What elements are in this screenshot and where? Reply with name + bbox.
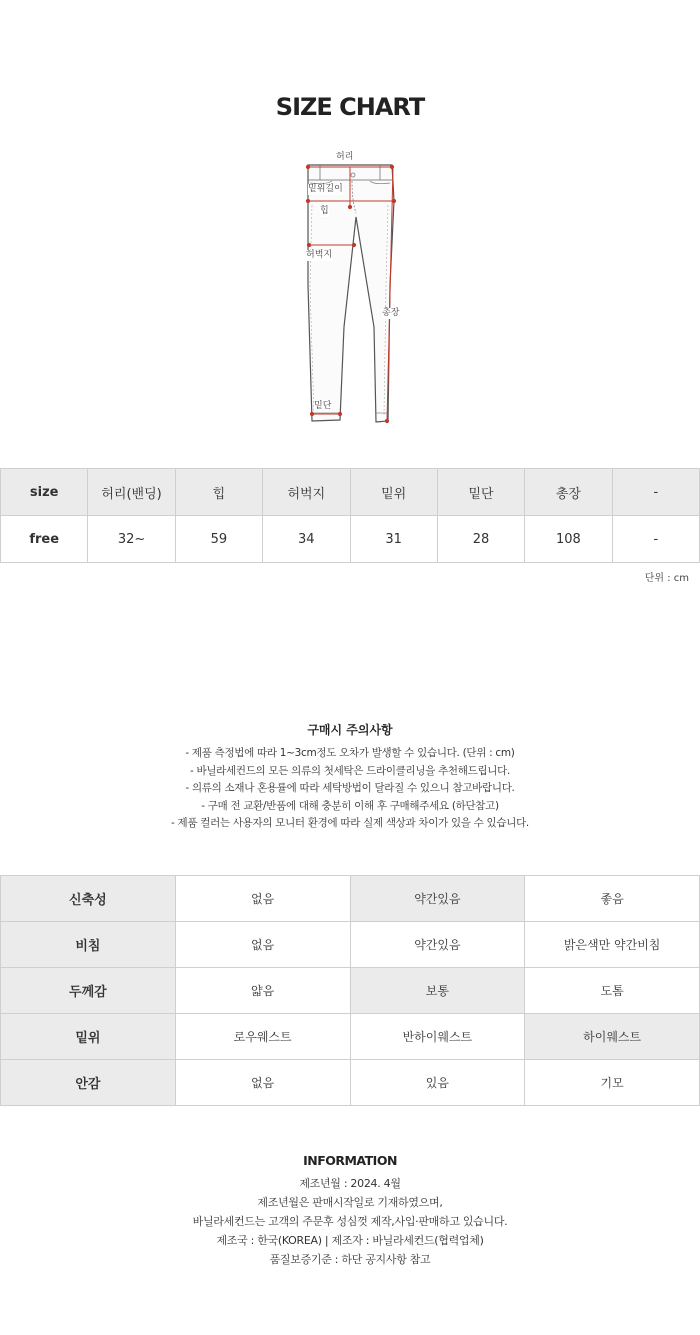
feature-label: 두께감 xyxy=(1,968,176,1014)
feature-option: 좋음 xyxy=(525,876,700,922)
label-waist: 허리 xyxy=(336,152,354,162)
size-table xyxy=(0,468,700,563)
information-line: 제조국 : 한국(KOREA) | 제조자 : 바닐라세컨드(협력업체) xyxy=(216,1234,484,1247)
label-length: 총장 xyxy=(382,308,400,318)
feature-option: 로우웨스트 xyxy=(175,1014,350,1060)
size-cell: - xyxy=(612,516,699,563)
feature-option: 없음 xyxy=(175,922,350,968)
size-cell: 59 xyxy=(175,516,262,563)
feature-label: 안감 xyxy=(1,1060,176,1106)
notice-title: 구매시 주의사항 xyxy=(307,723,393,737)
notice-line: - 제품 컬러는 사용자의 모니터 환경에 따라 실제 색상과 차이가 있을 수 있습니다. xyxy=(171,817,529,830)
size-cell: 32~ xyxy=(88,516,175,563)
size-cell: 28 xyxy=(437,516,524,563)
feature-label: 비침 xyxy=(1,922,176,968)
feature-option: 약간있음 xyxy=(350,922,525,968)
label-hem: 밑단 xyxy=(314,401,332,411)
feature-label: 신축성 xyxy=(1,876,176,922)
feature-option: 약간있음 xyxy=(350,876,525,922)
size-cell: 31 xyxy=(350,516,437,563)
information-title: INFORMATION xyxy=(303,1153,397,1168)
header-cell: 밑단 xyxy=(437,469,524,516)
label-hip: 힙 xyxy=(320,206,329,216)
feature-option: 없음 xyxy=(175,1060,350,1106)
notice-line: - 구매 전 교환/반품에 대해 충분히 이해 후 구매해주세요 (하단참고) xyxy=(201,799,499,812)
notice-line: - 바닐라세컨드의 모든 의류의 첫세탁은 드라이클리닝을 추천해드립니다. xyxy=(189,764,511,777)
notice-line: - 제품 측정법에 따라 1~3cm정도 오차가 발생할 수 있습니다. (단위 : cm) xyxy=(185,747,515,759)
feature-row xyxy=(1,876,700,922)
feature-option: 하이웨스트 xyxy=(525,1014,700,1060)
information-list xyxy=(0,1174,700,1269)
label-rise: 밑위길이 xyxy=(308,184,343,194)
header-cell: - xyxy=(612,469,699,516)
header-cell: 힙 xyxy=(175,469,262,516)
information-line: 품질보증기준 : 하단 공지사항 참고 xyxy=(269,1253,431,1266)
feature-option: 도톰 xyxy=(525,968,700,1014)
information-line: 제조년월 : 2024. 4월 xyxy=(299,1177,401,1190)
size-cell: free xyxy=(1,516,88,563)
table-row xyxy=(1,516,700,563)
notice-list xyxy=(0,745,700,833)
feature-option: 있음 xyxy=(350,1060,525,1106)
header-cell: size xyxy=(1,469,88,516)
size-cell: 34 xyxy=(263,516,350,563)
feature-row xyxy=(1,1060,700,1106)
notice-line: - 의류의 소재나 혼용률에 따라 세탁방법이 달라질 수 있으니 참고바랍니다. xyxy=(185,782,515,795)
feature-table xyxy=(0,875,700,1106)
information-line: 바닐라세컨드는 고객의 주문후 성심껏 제작,사입·판매하고 있습니다. xyxy=(192,1215,508,1228)
feature-option: 보통 xyxy=(350,968,525,1014)
size-cell: 108 xyxy=(525,516,612,563)
information-line: 제조년월은 판매시작일로 기재하였으며, xyxy=(257,1196,443,1209)
feature-option: 얇음 xyxy=(175,968,350,1014)
header-cell: 허벅지 xyxy=(263,469,350,516)
feature-option: 기모 xyxy=(525,1060,700,1106)
header-cell: 허리(밴딩) xyxy=(88,469,175,516)
label-thigh: 허벅지 xyxy=(306,250,333,260)
feature-row xyxy=(1,1014,700,1060)
header-cell: 밑위 xyxy=(350,469,437,516)
header-cell: 총장 xyxy=(525,469,612,516)
unit-note: 단위 : cm xyxy=(644,573,689,584)
feature-row xyxy=(1,968,700,1014)
feature-option: 반하이웨스트 xyxy=(350,1014,525,1060)
size-table-header xyxy=(1,469,700,516)
page-title: SIZE CHART xyxy=(275,93,425,121)
pants-diagram xyxy=(290,145,420,430)
feature-label: 밑위 xyxy=(1,1014,176,1060)
feature-row xyxy=(1,922,700,968)
feature-option: 없음 xyxy=(175,876,350,922)
feature-option: 밝은색만 약간비침 xyxy=(525,922,700,968)
